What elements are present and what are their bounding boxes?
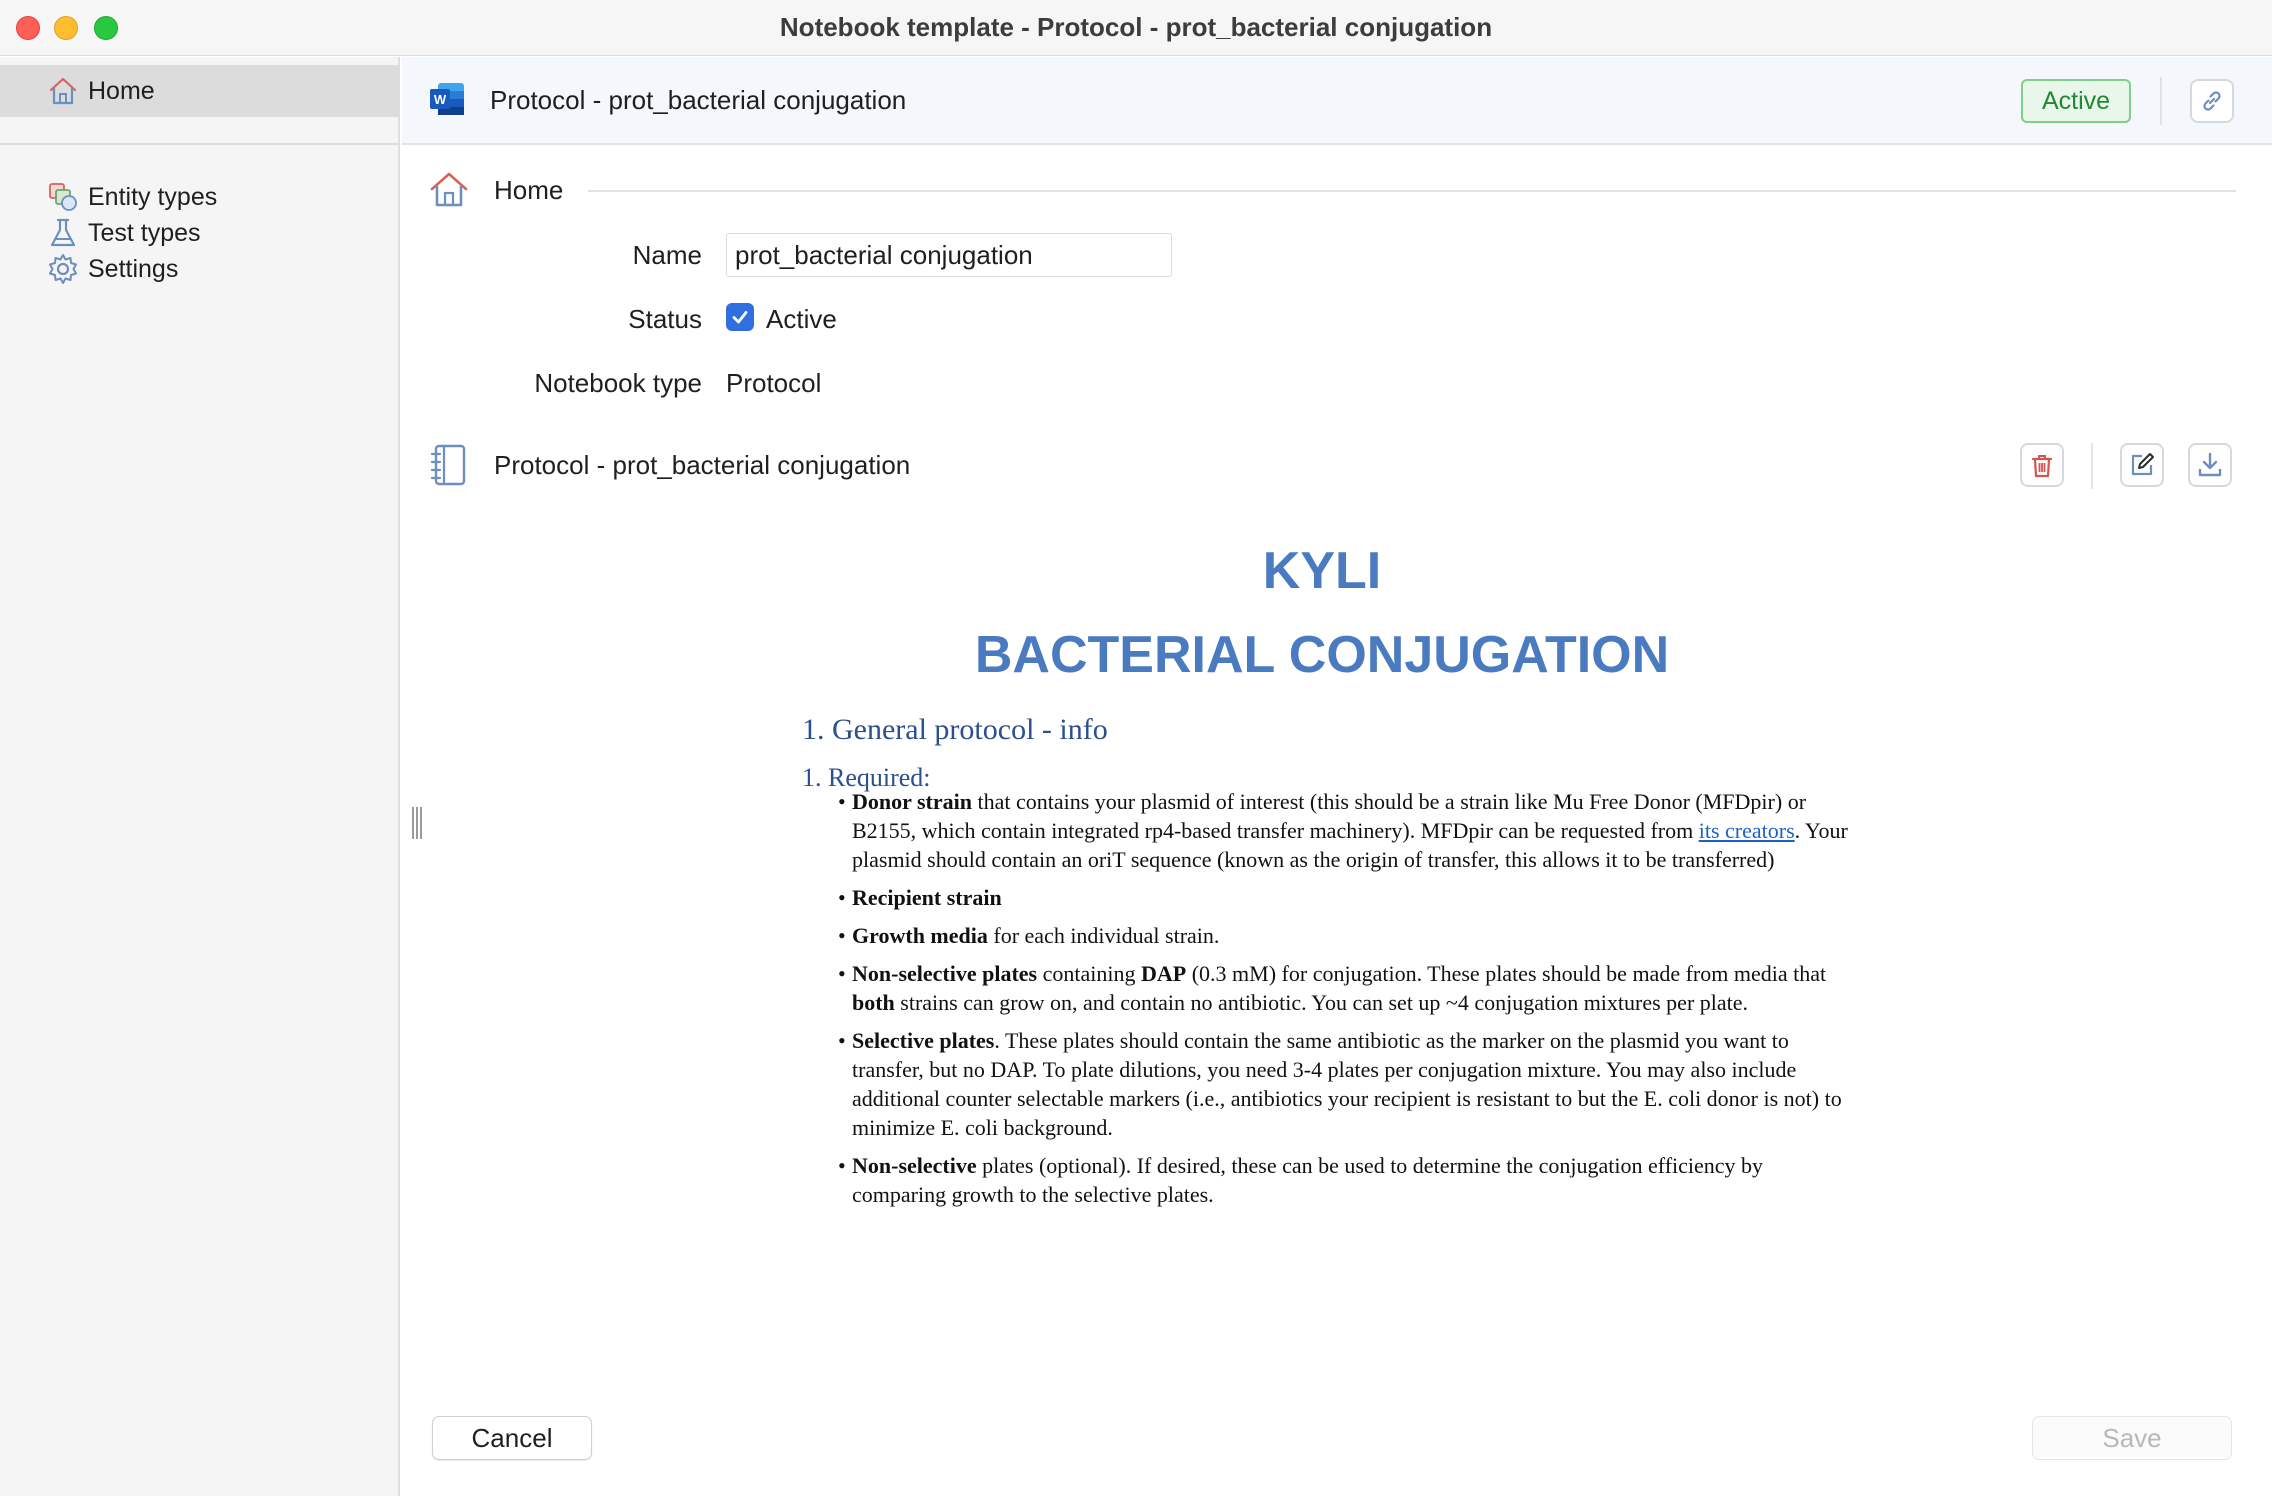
download-icon: [2196, 451, 2224, 479]
sidebar-item-label: Test types: [88, 218, 201, 247]
list-item: • Donor strain that contains your plasmid of interest (this should be a strain like Mu Free Donor (MFDpir) or B2155, which contain integrated rp4-based transfer machinery). MFDpir can be requested from its creators. Your plasmid should contain an oriT sequence (known as the origin of transfer, this allows it to be transferred): [838, 787, 1848, 874]
sidebar-item-label: Entity types: [88, 182, 218, 211]
doc-heading-kyli: KYLI: [1262, 542, 1382, 600]
main-content: [402, 147, 2272, 1496]
header-title: Protocol - prot_bacterial conjugation: [490, 85, 907, 115]
flask-icon: [46, 216, 80, 250]
sidebar-item-test-types[interactable]: [46, 213, 201, 253]
entity-types-icon: [46, 180, 80, 214]
cancel-button[interactable]: Cancel: [432, 1416, 592, 1460]
document-preview: [402, 507, 2272, 1347]
download-button[interactable]: [2188, 443, 2232, 487]
list-item: • Non-selective plates (optional). If desired, these can be used to determine the conjugation efficiency by comparing growth to the selective plates.: [838, 1151, 1848, 1209]
sidebar-item-entity-types[interactable]: [46, 177, 217, 217]
notebook-type-label: Notebook type: [534, 368, 702, 398]
its-creators-link[interactable]: its creators: [1698, 818, 1795, 843]
sidebar-item-label: Settings: [88, 254, 179, 283]
svg-text:W: W: [433, 92, 447, 107]
delete-button[interactable]: [2020, 443, 2064, 487]
word-document-icon: [428, 81, 466, 117]
status-option-label[interactable]: Active: [766, 304, 837, 334]
sidebar-divider: [0, 143, 400, 145]
link-icon: [2199, 88, 2225, 114]
notebook-title: Protocol - prot_bacterial conjugation: [494, 450, 911, 480]
list-item: • Non-selective plates containing DAP (0.3 mM) for conjugation. These plates should be made from media that both strains can grow on, and contain no antibiotic. You can set up ~4 conjugation mixtures per plate.: [838, 959, 1848, 1017]
edit-icon: [2128, 451, 2156, 479]
doc-subsection-heading: 1. Required:: [802, 763, 931, 792]
toolbar-separator: [2091, 443, 2093, 489]
sidebar-item-home[interactable]: [46, 71, 155, 111]
save-button[interactable]: Save: [2032, 1416, 2232, 1460]
name-field[interactable]: [726, 233, 1172, 277]
checkmark-icon: [730, 307, 750, 327]
status-badge: Active: [2021, 79, 2131, 123]
title-bar: [0, 0, 2272, 56]
copy-link-button[interactable]: [2190, 79, 2234, 123]
status-active-checkbox[interactable]: [726, 303, 754, 331]
doc-section-heading: 1. General protocol - info: [802, 713, 1108, 746]
notebook-type-value: Protocol: [726, 368, 822, 398]
sidebar-item-settings[interactable]: [46, 249, 178, 289]
breadcrumb-divider: [588, 190, 2236, 192]
gear-icon: [46, 252, 80, 286]
record-header: [402, 57, 2272, 145]
sidebar: [0, 57, 400, 1496]
header-separator: [2160, 77, 2162, 125]
list-item: • Selective plates. These plates should contain the same antibiotic as the marker on the plasmid you want to transfer, but no DAP. To plate dilutions, you need 3-4 plates per conjugation mixture. You may also include additional counter selectable markers (i.e., antibiotics your recipient is resistant to but the E. coli donor is not) to minimize E. coli background.: [838, 1026, 1848, 1142]
sidebar-item-label: Home: [88, 76, 155, 105]
status-label: Status: [628, 304, 702, 334]
notebook-icon: [428, 443, 468, 487]
doc-heading-title: BACTERIAL CONJUGATION: [974, 626, 1670, 684]
list-item: • Recipient strain: [838, 883, 1848, 912]
list-item: • Growth media for each individual strain.: [838, 921, 1848, 950]
home-icon: [428, 169, 470, 209]
window-title: Notebook template - Protocol - prot_bacterial conjugation: [779, 12, 1493, 42]
delete-icon: [2028, 451, 2056, 479]
home-icon: [46, 74, 80, 108]
edit-button[interactable]: [2120, 443, 2164, 487]
doc-required-list: [838, 787, 1848, 1218]
breadcrumb[interactable]: Home: [494, 175, 564, 205]
name-label: Name: [632, 240, 702, 270]
